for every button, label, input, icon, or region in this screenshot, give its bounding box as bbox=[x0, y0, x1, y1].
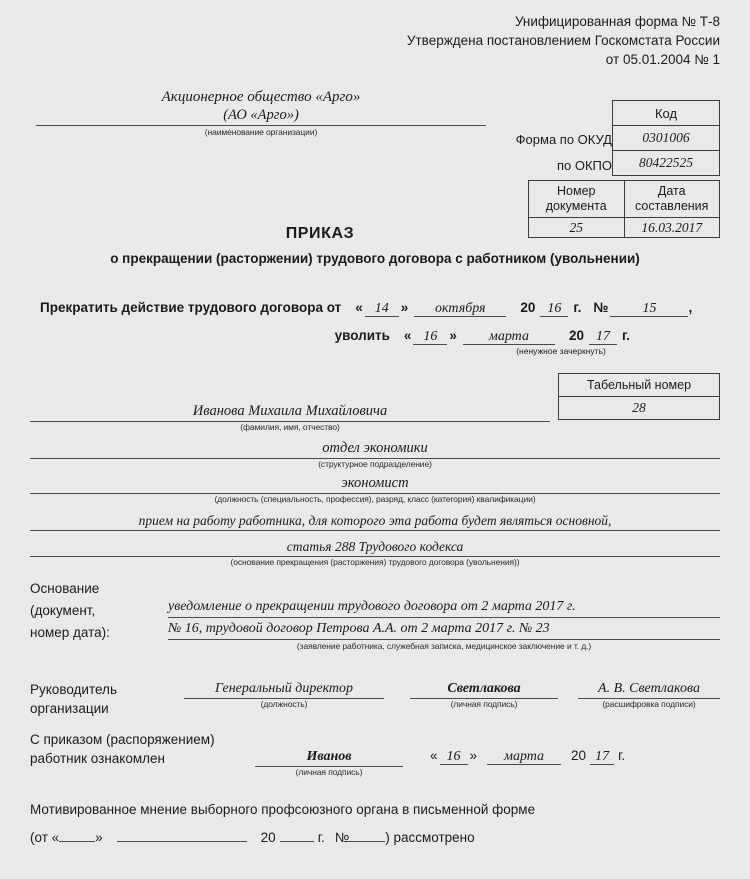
personnel-number-table bbox=[558, 373, 720, 420]
reason-field-line-2[interactable]: статья 288 Трудового кодекса bbox=[30, 538, 720, 557]
strike-note-caption: (ненужное зачеркнуть) bbox=[516, 346, 606, 356]
union-year-suffix: г. bbox=[317, 830, 325, 845]
doc-number-header-line1: Номер bbox=[557, 184, 596, 198]
reason-field-line-1[interactable]: прием на работу работника, для которого эта работа будет являться основной, bbox=[30, 512, 720, 531]
manager-label-line-1: Руководитель bbox=[30, 682, 117, 697]
code-okud-value: 0301006 bbox=[613, 126, 720, 151]
table-row bbox=[613, 126, 720, 151]
union-number-field[interactable] bbox=[349, 828, 385, 842]
department-caption: (структурное подразделение) bbox=[318, 459, 432, 469]
code-okpo-value: 80422525 bbox=[613, 151, 720, 176]
position-caption: (должность (специальность, профессия), разряд, класс (категория) квалификации) bbox=[214, 494, 536, 504]
dismiss-day-field[interactable]: 16 bbox=[413, 329, 447, 345]
basis-label-line-1: Основание bbox=[30, 581, 100, 596]
acknowledge-month-field[interactable]: марта bbox=[487, 749, 561, 765]
code-table bbox=[612, 100, 720, 176]
acknowledge-year-suffix: г. bbox=[618, 748, 626, 763]
terminate-contract-label: Прекратить действие трудового договора от bbox=[40, 300, 342, 315]
reason-caption: (основание прекращения (расторжения) трудового договора (увольнения)) bbox=[230, 557, 520, 567]
organization-name-full: Акционерное общество «Арго» bbox=[161, 89, 361, 105]
department-field[interactable]: отдел экономики bbox=[30, 440, 720, 459]
table-row bbox=[613, 101, 720, 126]
union-day-field[interactable] bbox=[59, 828, 95, 842]
manager-name-caption: (расшифровка подписи) bbox=[602, 699, 696, 709]
organization-caption: (наименование организации) bbox=[204, 127, 318, 137]
doc-date-header bbox=[624, 181, 720, 218]
personnel-number-value: 28 bbox=[559, 397, 720, 420]
form-header-line-2: Утверждена постановлением Госкомстата России bbox=[406, 33, 720, 48]
acknowledge-year-prefix: 20 bbox=[571, 748, 587, 763]
doc-date-value: 16.03.2017 bbox=[624, 218, 720, 238]
dismiss-line bbox=[40, 328, 720, 345]
doc-date-header-line1: Дата bbox=[657, 184, 686, 198]
basis-label-line-2: (документ, bbox=[30, 603, 96, 618]
union-year-prefix: 20 bbox=[260, 830, 276, 845]
manager-position-block bbox=[184, 680, 384, 709]
manager-signature-block bbox=[410, 680, 558, 709]
contract-month-field[interactable]: октября bbox=[414, 301, 506, 317]
employee-signature-field[interactable]: Иванов bbox=[255, 748, 403, 767]
basis-label-line-3: номер дата): bbox=[30, 625, 110, 640]
dismiss-year-field[interactable]: 17 bbox=[589, 329, 617, 345]
dismiss-year-prefix: 20 bbox=[568, 328, 584, 343]
contract-year-suffix: г. bbox=[573, 300, 582, 315]
quote-close: » bbox=[449, 328, 457, 343]
union-number-sign: № bbox=[334, 830, 350, 845]
acknowledge-day-field[interactable]: 16 bbox=[440, 749, 468, 765]
basis-field-line-2[interactable]: № 16, трудовой договор Петрова А.А. от 2 марта 2017 г. № 23 bbox=[168, 620, 720, 640]
basis-caption: (заявление работника, служебная записка, медицинское заключение и т. д.) bbox=[296, 641, 592, 651]
table-row bbox=[559, 397, 720, 420]
quote-close: » bbox=[469, 748, 478, 763]
manager-position-caption: (должность) bbox=[260, 699, 308, 709]
contract-trailing-comma: , bbox=[688, 300, 693, 315]
union-opinion-line-1: Мотивированное мнение выборного профсоюзного органа в письменной форме bbox=[30, 802, 536, 817]
contract-year-prefix: 20 bbox=[520, 300, 536, 315]
reason-line-1-block bbox=[30, 512, 720, 531]
table-row bbox=[613, 151, 720, 176]
employee-name-caption: (фамилия, имя, отчество) bbox=[240, 422, 340, 432]
code-table-header: Код bbox=[613, 101, 720, 126]
position-block bbox=[30, 475, 720, 504]
basis-labels bbox=[30, 578, 110, 644]
manager-position-field[interactable]: Генеральный директор bbox=[184, 680, 384, 699]
code-table-labels bbox=[516, 127, 612, 179]
doc-number-header-line2: документа bbox=[545, 199, 607, 213]
form-header-line-1: Унифицированная форма № Т-8 bbox=[514, 14, 720, 29]
quote-open: « bbox=[403, 328, 412, 343]
quote-open: « bbox=[430, 748, 438, 763]
quote-close: » bbox=[400, 300, 409, 315]
page-subtitle: о прекращении (расторжении) трудового договора с работником (увольнении) bbox=[110, 251, 640, 266]
label-okpo: по ОКПО bbox=[556, 158, 612, 173]
department-block bbox=[30, 440, 720, 469]
doc-number-header bbox=[529, 181, 625, 218]
union-year-field[interactable] bbox=[280, 828, 314, 842]
union-quote-close: » bbox=[95, 830, 103, 845]
acknowledge-date-block bbox=[430, 748, 625, 765]
manager-signature-field[interactable]: Светлакова bbox=[410, 680, 558, 699]
label-okud: Форма по ОКУД bbox=[515, 132, 612, 147]
employee-signature-block bbox=[255, 748, 403, 777]
employee-name-block bbox=[30, 403, 550, 432]
table-row bbox=[559, 374, 720, 397]
union-month-field[interactable] bbox=[117, 828, 247, 842]
form-header-line-3: от 05.01.2004 № 1 bbox=[605, 52, 720, 67]
basis-field-line-1[interactable]: уведомление о прекращении трудового договора от 2 марта 2017 г. bbox=[168, 598, 720, 618]
position-field[interactable]: экономист bbox=[30, 475, 720, 494]
manager-name-field[interactable]: А. В. Светлакова bbox=[578, 680, 720, 699]
reason-line-2-block bbox=[30, 538, 720, 567]
contract-day-field[interactable]: 14 bbox=[365, 301, 399, 317]
manager-label-line-2: организации bbox=[30, 701, 109, 716]
dismiss-month-field[interactable]: марта bbox=[463, 329, 555, 345]
manager-signature-caption: (личная подпись) bbox=[450, 699, 518, 709]
manager-label bbox=[30, 680, 117, 718]
acknowledge-label-line-2: работник ознакомлен bbox=[30, 751, 165, 766]
employee-signature-caption: (личная подпись) bbox=[295, 767, 363, 777]
acknowledge-year-field[interactable]: 17 bbox=[590, 749, 614, 765]
acknowledge-label bbox=[30, 730, 215, 768]
manager-name-block bbox=[578, 680, 720, 709]
quote-open: « bbox=[355, 300, 363, 315]
table-row bbox=[529, 181, 720, 218]
page-title: ПРИКАЗ bbox=[285, 225, 355, 242]
dismiss-label: уволить bbox=[334, 328, 390, 343]
acknowledge-label-line-1: С приказом (распоряжением) bbox=[30, 732, 215, 747]
terminate-contract-line bbox=[40, 300, 720, 317]
organization-name-short: (АО «Арго») bbox=[36, 106, 486, 126]
union-considered-label: ) рассмотрено bbox=[385, 830, 475, 845]
organization-block bbox=[36, 88, 486, 137]
doc-number-value: 25 bbox=[529, 218, 625, 238]
contract-year-field[interactable]: 16 bbox=[540, 301, 568, 317]
union-from-label: (от « bbox=[30, 830, 60, 845]
dismiss-year-suffix: г. bbox=[621, 328, 630, 343]
doc-date-header-line2: составления bbox=[635, 199, 709, 213]
personnel-number-header: Табельный номер bbox=[559, 374, 720, 397]
form-header bbox=[407, 12, 720, 69]
contract-number-field[interactable]: 15 bbox=[610, 301, 688, 317]
union-opinion-line-2 bbox=[30, 828, 475, 845]
contract-number-sign: № bbox=[593, 300, 609, 315]
employee-name-field[interactable]: Иванова Михаила Михайловича bbox=[30, 403, 550, 422]
